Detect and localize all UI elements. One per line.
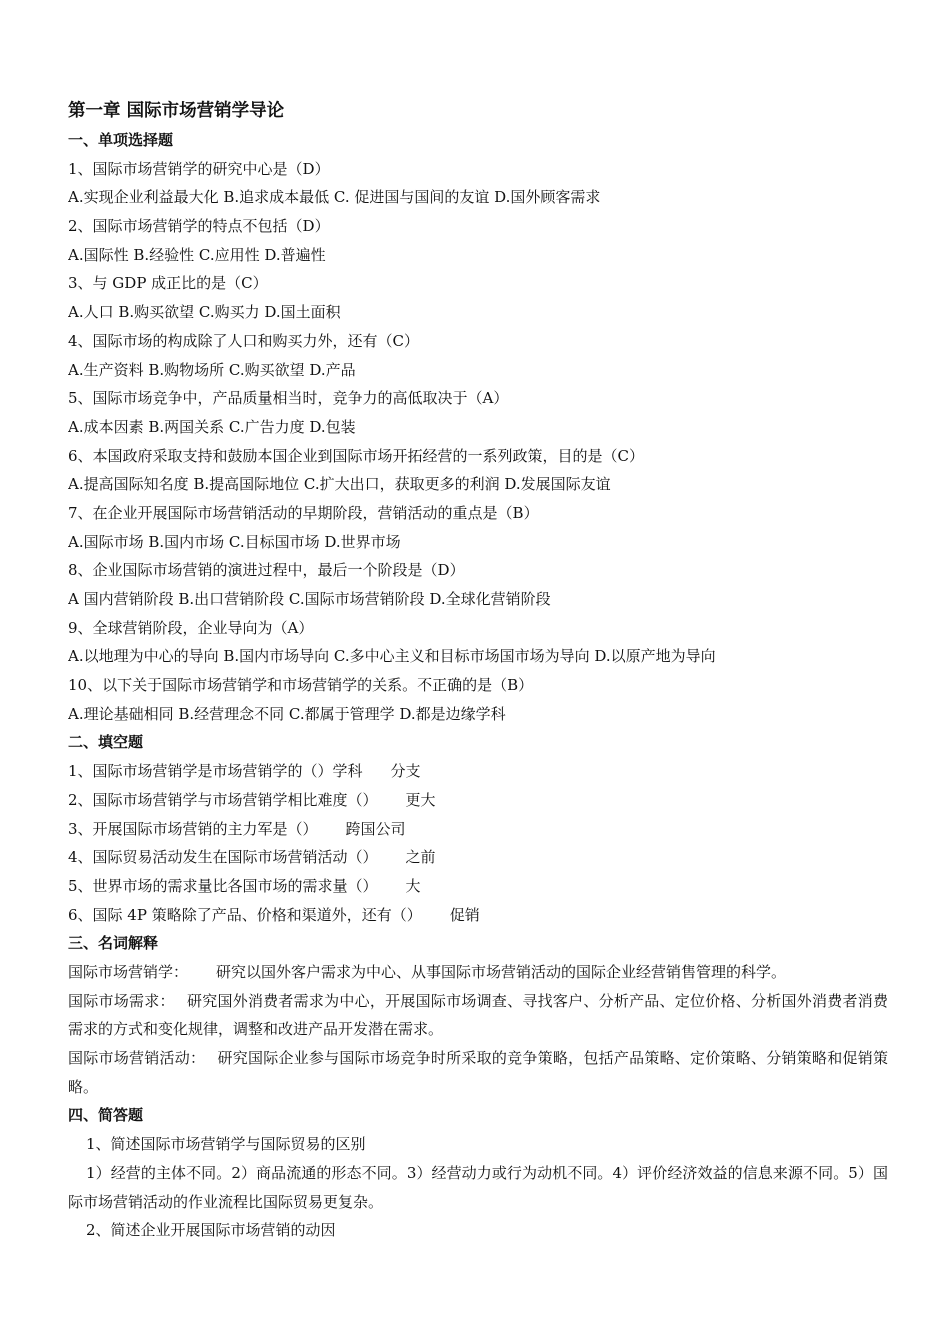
- term-name: 国际市场营销活动：: [68, 1049, 206, 1068]
- mcq-options: A.理论基础相同 B.经营理念不同 C.都属于管理学 D.都是边缘学科: [68, 704, 506, 723]
- fill-question: 3、开展国际市场营销的主力军是（）: [68, 819, 318, 838]
- fill-item: [68, 901, 888, 930]
- fill-item: [68, 815, 888, 844]
- fill-item: [68, 786, 888, 815]
- mcq-options: A.国际性 B.经验性 C.应用性 D.普遍性: [68, 245, 326, 264]
- mcq-options: A.实现企业利益最大化 B.追求成本最低 C. 促进国与国间的友谊 D.国外顾客需求: [68, 188, 601, 207]
- document-content: [68, 96, 888, 1245]
- fill-list: [68, 757, 888, 929]
- section-title-short-answer: 四、简答题: [68, 1106, 144, 1125]
- mcq-question: 5、国际市场竞争中，产品质量相当时，竞争力的高低取决于（A）: [68, 389, 509, 408]
- fill-item: [68, 843, 888, 872]
- term-name: 国际市场营销学：: [68, 962, 189, 981]
- mcq-options: A.提高国际知名度 B.提高国际地位 C.扩大出口，获取更多的利润 D.发展国际友谊: [68, 475, 611, 494]
- fill-item: [68, 872, 888, 901]
- chapter-title: 第一章 国际市场营销学导论: [68, 101, 285, 121]
- fill-question: 1、国际市场营销学是市场营销学的（）学科: [68, 762, 363, 781]
- term-definition: 研究国外消费者需求为中心，开展国际市场调查、寻找客户、分析产品、定位价格、分析国外消费者消费需求的方式和变化规律，调整和改进产品开发潜在需求。: [68, 991, 888, 1039]
- mcq-question: 6、本国政府采取支持和鼓励本国企业到国际市场开拓经营的一系列政策，目的是（C）: [68, 446, 645, 465]
- mcq-list: [68, 155, 888, 729]
- term-item: [68, 958, 888, 987]
- mcq-options: A.国际市场 B.国内市场 C.目标国市场 D.世界市场: [68, 532, 401, 551]
- mcq-question: 4、国际市场的构成除了人口和购买力外，还有（C）: [68, 331, 420, 350]
- fill-answer: 之前: [405, 848, 436, 867]
- mcq-options: A 国内营销阶段 B.出口营销阶段 C.国际市场营销阶段 D.全球化营销阶段: [68, 590, 551, 608]
- mcq-question: 2、国际市场营销学的特点不包括（D）: [68, 217, 330, 236]
- fill-question: 5、世界市场的需求量比各国市场的需求量（）: [68, 876, 378, 895]
- fill-answer: 跨国公司: [345, 819, 406, 838]
- term-name: 国际市场需求：: [68, 991, 175, 1010]
- mcq-options: A.人口 B.购买欲望 C.购买力 D.国土面积: [68, 303, 341, 322]
- mcq-question: 3、与 GDP 成正比的是（C）: [68, 274, 268, 293]
- fill-answer: 更大: [405, 790, 436, 809]
- short-question: 1、简述国际市场营销学与国际贸易的区别: [86, 1135, 366, 1154]
- fill-answer: 促销: [449, 905, 480, 924]
- term-definition: 研究以国外客户需求为中心、从事国际市场营销活动的国际企业经营销售管理的科学。: [216, 962, 787, 981]
- short-answer-list: [68, 1130, 888, 1245]
- fill-question: 4、国际贸易活动发生在国际市场营销活动（）: [68, 848, 378, 867]
- short-question: 2、简述企业开展国际市场营销的动因: [86, 1221, 336, 1240]
- mcq-question: 9、全球营销阶段，企业导向为（A）: [68, 618, 314, 637]
- section-title-terms: 三、名词解释: [68, 934, 159, 953]
- section-title-fill: 二、填空题: [68, 733, 144, 752]
- term-item: [68, 987, 888, 1044]
- mcq-options: A.以地理为中心的导向 B.国内市场导向 C.多中心主义和目标市场国市场为导向 D.以原产地为导向: [68, 647, 716, 666]
- mcq-question: 8、企业国际市场营销的演进过程中，最后一个阶段是（D）: [68, 561, 465, 580]
- fill-question: 2、国际市场营销学与市场营销学相比难度（）: [68, 790, 378, 809]
- fill-answer: 大: [405, 876, 421, 895]
- fill-question: 6、国际 4P 策略除了产品、价格和渠道外，还有（）: [68, 905, 422, 924]
- fill-item: [68, 757, 888, 786]
- term-list: [68, 958, 888, 1102]
- fill-answer: 分支: [390, 762, 421, 781]
- section-title-mcq: 一、单项选择题: [68, 131, 174, 149]
- short-answer: 1）经营的主体不同。2）商品流通的形态不同。3）经营动力或行为动机不同。4）评价经济效益的信息来源不同。5）国际市场营销活动的作业流程比国际贸易更复杂。: [68, 1163, 888, 1211]
- term-definition: 研究国际企业参与国际市场竞争时所采取的竞争策略，包括产品策略、定价策略、分销策略和促销策略。: [68, 1049, 888, 1096]
- mcq-question: 7、在企业开展国际市场营销活动的早期阶段，营销活动的重点是（B）: [68, 503, 539, 522]
- mcq-question: 10、以下关于国际市场营销学和市场营销学的关系。不正确的是（B）: [68, 676, 534, 695]
- mcq-options: A.生产资料 B.购物场所 C.购买欲望 D.产品: [68, 360, 356, 379]
- mcq-question: 1、国际市场营销学的研究中心是（D）: [68, 159, 330, 178]
- term-item: [68, 1044, 888, 1101]
- mcq-options: A.成本因素 B.两国关系 C.广告力度 D.包装: [68, 417, 356, 436]
